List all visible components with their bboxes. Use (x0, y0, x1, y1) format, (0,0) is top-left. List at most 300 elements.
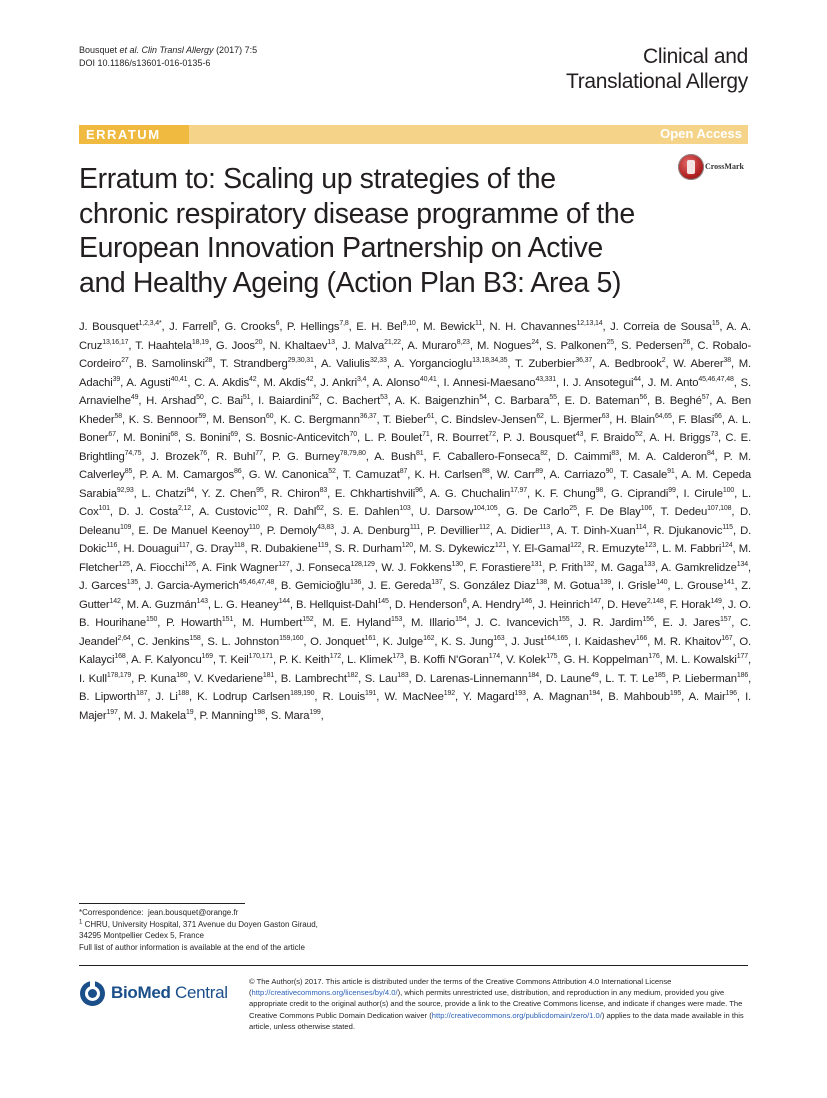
author-name: I. Grisle (617, 580, 657, 592)
author-affiliation-refs: 128,129 (350, 560, 375, 568)
author-entry (662, 543, 732, 555)
author-affiliation-refs: 18,19 (191, 338, 209, 346)
author-entry (381, 562, 462, 574)
author-name: H. Blain (615, 413, 655, 426)
author-affiliation-refs: 45,46,47,48 (238, 579, 275, 587)
author-affiliation-refs: 13 (327, 338, 335, 346)
author-affiliation-refs: 133 (643, 560, 656, 568)
affiliation-line: CHRU, University Hospital, 371 Avenue du Doyen Gaston Giraud, (84, 919, 318, 929)
author-affiliation-refs: 157 (719, 616, 732, 624)
author-affiliation-refs: 139 (599, 579, 612, 587)
author-affiliation-refs: 122 (570, 542, 582, 550)
author-entry (310, 636, 376, 648)
author-affiliation-refs: 138 (535, 579, 547, 587)
author-affiliation-refs: 112 (479, 523, 490, 531)
author-entry (419, 543, 506, 555)
author-entry (477, 340, 539, 352)
author-name: D. Caimmi (556, 450, 612, 463)
author-affiliation-refs: 63 (601, 412, 610, 420)
author-affiliation-refs: 135 (126, 579, 139, 587)
author-entry (343, 469, 407, 481)
author-affiliation-refs: 123 (644, 542, 657, 550)
author-entry (565, 395, 647, 407)
author-entry (166, 617, 233, 629)
author-entry (341, 525, 420, 537)
public-domain-link[interactable]: http://creativecommons.org/publicdomain/zero/1.0/ (431, 1010, 602, 1020)
author-entry (365, 673, 409, 685)
author-affiliation-refs: 44 (633, 375, 641, 383)
author-entry (653, 525, 733, 537)
author-entry (322, 617, 402, 629)
author-name: O. Kalayci (79, 635, 751, 666)
author-affiliation-refs: 1,2,3,4* (138, 320, 162, 328)
author-entry (497, 469, 543, 481)
article-type-label: ERRATUM (86, 127, 161, 142)
author-entry (271, 488, 327, 500)
author-affiliation-refs: 111 (409, 523, 421, 531)
author-entry (672, 673, 748, 685)
author-entry (618, 580, 668, 592)
author-affiliation-refs: 183 (397, 671, 409, 679)
author-name: D. Henderson (394, 598, 463, 611)
author-entry (258, 395, 319, 407)
author-affiliation-refs: 172 (329, 653, 341, 661)
author-name: I. Baiardini (258, 395, 312, 407)
author-entry (199, 506, 268, 518)
author-affiliation-refs: 140 (656, 579, 668, 587)
author-name: A. Agusti (126, 376, 171, 389)
author-name: T. Casale (620, 469, 668, 481)
author-entry (272, 451, 366, 463)
author-entry (123, 432, 178, 444)
author-name: L. P. Boulet (364, 432, 423, 444)
author-affiliation-refs: 188 (177, 690, 189, 698)
author-affiliation-refs: 67 (108, 431, 116, 439)
author-affiliation-refs: 58 (114, 412, 123, 420)
author-entry (220, 358, 314, 370)
author-entry (655, 395, 710, 407)
author-entry (383, 636, 435, 648)
author-entry (395, 395, 487, 407)
author-affiliation-refs: 132 (583, 560, 595, 568)
author-name: I. Kaidashev (574, 635, 636, 648)
author-entry (138, 525, 259, 537)
author-name: P. M. Calverley (79, 450, 751, 481)
author-name: A. A. Cruz (79, 321, 752, 352)
author-name: A. L. Boner (79, 413, 751, 444)
author-entry (156, 691, 189, 703)
author-entry (202, 562, 290, 574)
more-info-note: Full list of author information is available at the end of the article (79, 942, 305, 952)
author-name: N. H. Chavannes (489, 321, 577, 333)
author-affiliation-refs: 25 (606, 338, 614, 346)
author-affiliation-refs: 197 (106, 708, 118, 716)
author-name: T. Bieber (382, 413, 427, 426)
author-affiliation-refs: 166 (635, 634, 648, 642)
author-affiliation-refs: 94 (186, 486, 194, 494)
correspondence-email[interactable]: jean.bousquet@orange.fr (147, 908, 239, 917)
author-entry (511, 636, 568, 648)
author-name: F. Braido (590, 432, 636, 444)
author-affiliation-refs: 17,97 (510, 486, 527, 494)
author-name: B. Hellquist-Dahl (295, 598, 378, 611)
banner-accent (79, 125, 189, 144)
author-affiliation-refs: 173 (392, 653, 404, 661)
author-affiliation-refs: 151 (221, 616, 234, 624)
author-affiliation-refs: 185 (654, 671, 666, 679)
author-entry (287, 321, 349, 333)
author-entry (496, 525, 550, 537)
publisher-name (111, 983, 228, 1003)
author-affiliation-refs: 43,83 (317, 523, 334, 531)
author-name: M. Gotua (553, 580, 600, 592)
author-affiliation-refs: 195 (669, 690, 682, 698)
author-name: J. Bousquet (79, 321, 139, 333)
title-line: Erratum to: Scaling up strategies of the (79, 163, 556, 195)
author-name: M. A. Calderon (628, 450, 708, 463)
author-entry (136, 562, 196, 574)
author-affiliation-refs: 83 (319, 486, 328, 494)
footer-divider (79, 965, 748, 966)
author-affiliation-refs: 134 (736, 560, 748, 568)
author-entry (674, 580, 734, 592)
author-affiliation-refs: 36,37 (359, 412, 377, 420)
author-name: W. MacNee (384, 691, 444, 703)
author-name: S. R. Durham (334, 543, 402, 555)
author-entry (119, 506, 192, 518)
author-name: T. Camuzat (342, 469, 400, 481)
author-affiliation-refs: 21,22 (384, 338, 401, 346)
author-name: W. Aberer (673, 358, 724, 370)
author-entry (135, 340, 208, 352)
correspondence-label: *Correspondence: (79, 908, 144, 917)
affiliation (79, 919, 318, 931)
author-name: M. Nogues (476, 339, 532, 352)
title-line: and Healthy Ageing (Action Plan B3: Area 5) (79, 266, 622, 299)
author-name: P. Frith (548, 561, 584, 574)
author-name: R. Louis (322, 691, 366, 703)
author-affiliation-refs: 118 (233, 542, 245, 550)
author-affiliation-refs: 193 (514, 690, 526, 698)
author-entry (683, 488, 734, 500)
author-entry (141, 488, 194, 500)
author-entry (224, 321, 279, 333)
author-affiliation-refs: 168 (114, 653, 126, 661)
author-affiliation-refs: 199 (309, 708, 321, 716)
author-affiliation-refs: 147 (589, 597, 602, 605)
author-entry (441, 636, 504, 648)
author-entry (410, 654, 500, 666)
author-name: T. Strandberg (219, 358, 288, 370)
author-entry (601, 562, 655, 574)
author-name: C. Jenkins (137, 635, 190, 648)
author-affiliation-refs: 9,10 (402, 320, 416, 328)
author-name: R. Buhl (216, 450, 256, 463)
author-affiliation-refs: 2,148 (646, 597, 664, 605)
author-name: L. Grouse (674, 580, 724, 592)
author-entry (347, 654, 404, 666)
author-name: A. Ben Kheder (79, 395, 752, 426)
author-name: T. Haahtela (135, 339, 192, 352)
author-affiliation-refs: 6 (275, 320, 280, 328)
author-entry (578, 617, 653, 629)
author-entry (607, 599, 664, 611)
author-name: M. Gaga (600, 561, 644, 574)
author-affiliation-refs: 198 (253, 708, 265, 716)
author-name: A. T. Dinh-Xuan (556, 524, 636, 537)
author-affiliation-refs: 89 (535, 468, 543, 476)
author-entry (213, 414, 274, 426)
author-affiliation-refs: 196 (725, 690, 737, 698)
author-name: S. Bosnic-Anticevitch (245, 432, 350, 444)
author-affiliation-refs: 142 (109, 597, 121, 605)
author-entry (384, 691, 454, 703)
author-entry (296, 562, 375, 574)
author-entry (146, 395, 203, 407)
crossmark-label: CrossMark (705, 162, 744, 171)
author-entry (616, 414, 672, 426)
author-name: R. Chiron (271, 487, 320, 500)
author-name: D. Heve (607, 598, 647, 611)
author-affiliation-refs: 174 (488, 653, 501, 661)
author-name: J. Li (155, 691, 178, 703)
author-affiliation-refs: 110 (248, 523, 260, 531)
author-affiliation-refs: 90 (605, 468, 614, 476)
author-name: D. Dokic (79, 524, 752, 555)
author-affiliation-refs: 74,75 (124, 449, 142, 457)
author-entry (512, 543, 581, 555)
author-name: A. Muraro (407, 339, 457, 352)
author-name: A. Gamkrelidze (660, 561, 737, 574)
affiliation-line: 34295 Montpellier Cedex 5, France (79, 931, 204, 940)
author-name: J. C. Ivancevich (475, 617, 559, 629)
author-name: S. Palkonen (546, 339, 607, 352)
author-entry (356, 321, 415, 333)
author-entry (249, 469, 336, 481)
author-affiliation-refs: 117 (178, 542, 190, 550)
article-title (79, 162, 729, 300)
author-name: P. Devillier (427, 524, 480, 537)
author-entry (216, 340, 263, 352)
author-affiliation-refs: 85 (124, 468, 133, 476)
author-name: B. Beghé (654, 395, 702, 407)
author-name: F. Blasi (678, 413, 715, 426)
author-affiliation-refs: 39 (112, 375, 121, 383)
license-text: ) applies to the data made available in this article, unless otherwise stated. (249, 1010, 744, 1031)
author-entry (194, 377, 256, 389)
author-name: C. Bindslev-Jensen (441, 413, 537, 426)
author-entry (661, 562, 748, 574)
author-name: J. Fonseca (296, 561, 351, 574)
author-name: J. Correia de Sousa (610, 321, 712, 333)
author-entry (515, 358, 592, 370)
author-affiliation-refs: 43,331 (535, 375, 556, 383)
author-entry (79, 673, 131, 685)
author-entry (649, 432, 718, 444)
author-entry (296, 599, 389, 611)
author-affiliation-refs: 161 (364, 634, 376, 642)
journal-title-line1: Clinical and (643, 45, 748, 68)
author-affiliation-refs: 84 (707, 449, 715, 457)
author-affiliation-refs: 106 (640, 505, 653, 513)
author-entry (411, 617, 466, 629)
author-entry (550, 469, 614, 481)
author-name: P. G. Burney (271, 450, 340, 463)
license-statement (249, 976, 748, 1032)
author-affiliation-refs: 7,8 (339, 320, 349, 328)
author-affiliation-refs: 186 (736, 671, 749, 679)
author-affiliation-refs: 25 (569, 505, 577, 513)
author-affiliation-refs: 192 (443, 690, 455, 698)
author-name: B. Lambrecht (280, 672, 347, 685)
author-entry (472, 599, 532, 611)
author-entry (554, 580, 611, 592)
author-entry (550, 414, 609, 426)
author-name: D. Larenas-Linnemann (415, 672, 528, 685)
author-entry (621, 340, 690, 352)
author-affiliation-refs: 68 (170, 431, 178, 439)
author-name: M. Adachi (79, 358, 752, 389)
author-entry (495, 395, 557, 407)
author-entry (126, 377, 187, 389)
author-affiliation-refs: 107,108 (707, 505, 732, 513)
author-entry (414, 469, 489, 481)
author-affiliation-refs: 114 (635, 523, 647, 531)
license-link[interactable]: http://creativecommons.org/licenses/by/4.0/ (251, 988, 398, 998)
author-affiliation-refs: 71 (422, 431, 430, 439)
author-entry (280, 414, 376, 426)
author-affiliation-refs: 156 (642, 616, 654, 624)
author-name: G. W. Canonica (248, 469, 329, 481)
author-affiliation-refs: 141 (723, 579, 735, 587)
author-affiliation-refs: 176 (648, 653, 660, 661)
author-name: A. Bedbrook (599, 358, 662, 370)
author-name: C. Bai (211, 395, 243, 407)
author-affiliation-refs: 11 (474, 320, 482, 328)
author-name: E. J. Jares (662, 617, 720, 629)
author-name: J. Just (511, 635, 544, 648)
author-name: T. Zuberbier (515, 358, 576, 370)
author-affiliation-refs: 61 (426, 412, 435, 420)
journal-title (566, 44, 748, 94)
author-affiliation-refs: 49 (130, 394, 139, 402)
author-name: M. Illario (411, 617, 456, 629)
author-entry (506, 506, 577, 518)
author-affiliation-refs: 29,30,31 (287, 357, 314, 365)
author-affiliation-refs: 62 (316, 505, 324, 513)
author-affiliation-refs: 189,190 (290, 690, 315, 698)
author-entry (199, 710, 264, 722)
author-name: S. Arnavielhe (79, 376, 751, 407)
author-affiliation-refs: 109 (120, 523, 132, 531)
author-name: M. L. Kowalski (665, 654, 737, 666)
author-name: R. Dubakiene (250, 543, 318, 555)
author-name: L. T. T. Le (605, 672, 655, 685)
author-entry (503, 432, 583, 444)
author-entry (79, 691, 147, 703)
author-name: A. Fink Wagner (201, 561, 279, 574)
author-name: J. E. Gereda (368, 580, 432, 592)
author-entry (563, 377, 641, 389)
author-name: J. A. Denburg (341, 524, 410, 537)
author-entry (557, 525, 647, 537)
author-entry (444, 377, 556, 389)
article-citation (79, 44, 257, 70)
author-name: I. Kull (79, 672, 107, 685)
author-affiliation-refs: 64,65 (654, 412, 672, 420)
author-entry (549, 562, 595, 574)
author-name: T. Keil (218, 654, 249, 666)
author-affiliation-refs: 72 (488, 431, 496, 439)
author-entry (373, 377, 437, 389)
author-entry (196, 543, 245, 555)
author-entry (267, 525, 334, 537)
author-name: L. Chatzi (141, 487, 187, 500)
author-affiliation-refs: 24 (531, 338, 539, 346)
author-entry (216, 451, 263, 463)
author-entry (586, 506, 653, 518)
author-name: G. Dray (195, 543, 234, 555)
author-affiliation-refs: 77 (255, 449, 263, 457)
author-entry (279, 654, 341, 666)
author-affiliation-refs: 91 (667, 468, 675, 476)
author-affiliation-refs: 180 (176, 671, 188, 679)
author-name: V. Kolek (506, 654, 547, 666)
author-name: I. J. Ansotegui (562, 376, 634, 389)
author-entry (383, 414, 434, 426)
author-name: C. Bachert (326, 395, 381, 407)
author-entry (427, 525, 490, 537)
author-entry (463, 691, 526, 703)
author-affiliation-refs: 152 (302, 616, 314, 624)
author-affiliation-refs: 124 (721, 542, 733, 550)
author-entry (197, 691, 314, 703)
author-entry (430, 488, 527, 500)
author-name: K. Lodrup Carlsen (197, 691, 291, 703)
author-affiliation-refs: 162 (423, 634, 435, 642)
author-entry (605, 673, 665, 685)
author-affiliation-refs: 149 (710, 597, 722, 605)
author-name: M. Akdis (263, 376, 306, 389)
author-name: J. Heinrich (538, 598, 590, 611)
author-name: A. Fiocchi (135, 561, 185, 574)
author-name: S. L. Johnston (207, 635, 280, 648)
author-affiliation-refs: 12,13,14 (576, 320, 603, 328)
author-affiliation-refs: 184 (527, 671, 540, 679)
author-name: Y. El-Gamal (512, 543, 571, 555)
author-entry (335, 488, 423, 500)
author-name: S. Pedersen (621, 339, 683, 352)
author-name: M. Bewick (423, 321, 475, 333)
author-name: M. E. Hyland (322, 617, 391, 629)
author-entry (546, 340, 614, 352)
author-name: G. H. Koppelman (563, 654, 649, 666)
author-affiliation-refs: 13,16,17 (102, 338, 129, 346)
author-affiliation-refs: 102 (257, 505, 269, 513)
author-affiliation-refs: 178,179 (106, 671, 132, 679)
author-affiliation-refs: 73 (710, 431, 719, 439)
author-name: R. Bourret (437, 432, 489, 444)
author-affiliation-refs: 56 (639, 394, 648, 402)
author-name: B. Gemicioğlu (280, 580, 351, 592)
author-entry (320, 377, 366, 389)
author-affiliation-refs: 69 (230, 431, 238, 439)
author-entry (689, 691, 737, 703)
author-affiliation-refs: 82 (540, 449, 548, 457)
author-entry (145, 580, 274, 592)
citation-year-volume: (2017) 7:5 (213, 45, 258, 55)
author-entry (588, 543, 656, 555)
